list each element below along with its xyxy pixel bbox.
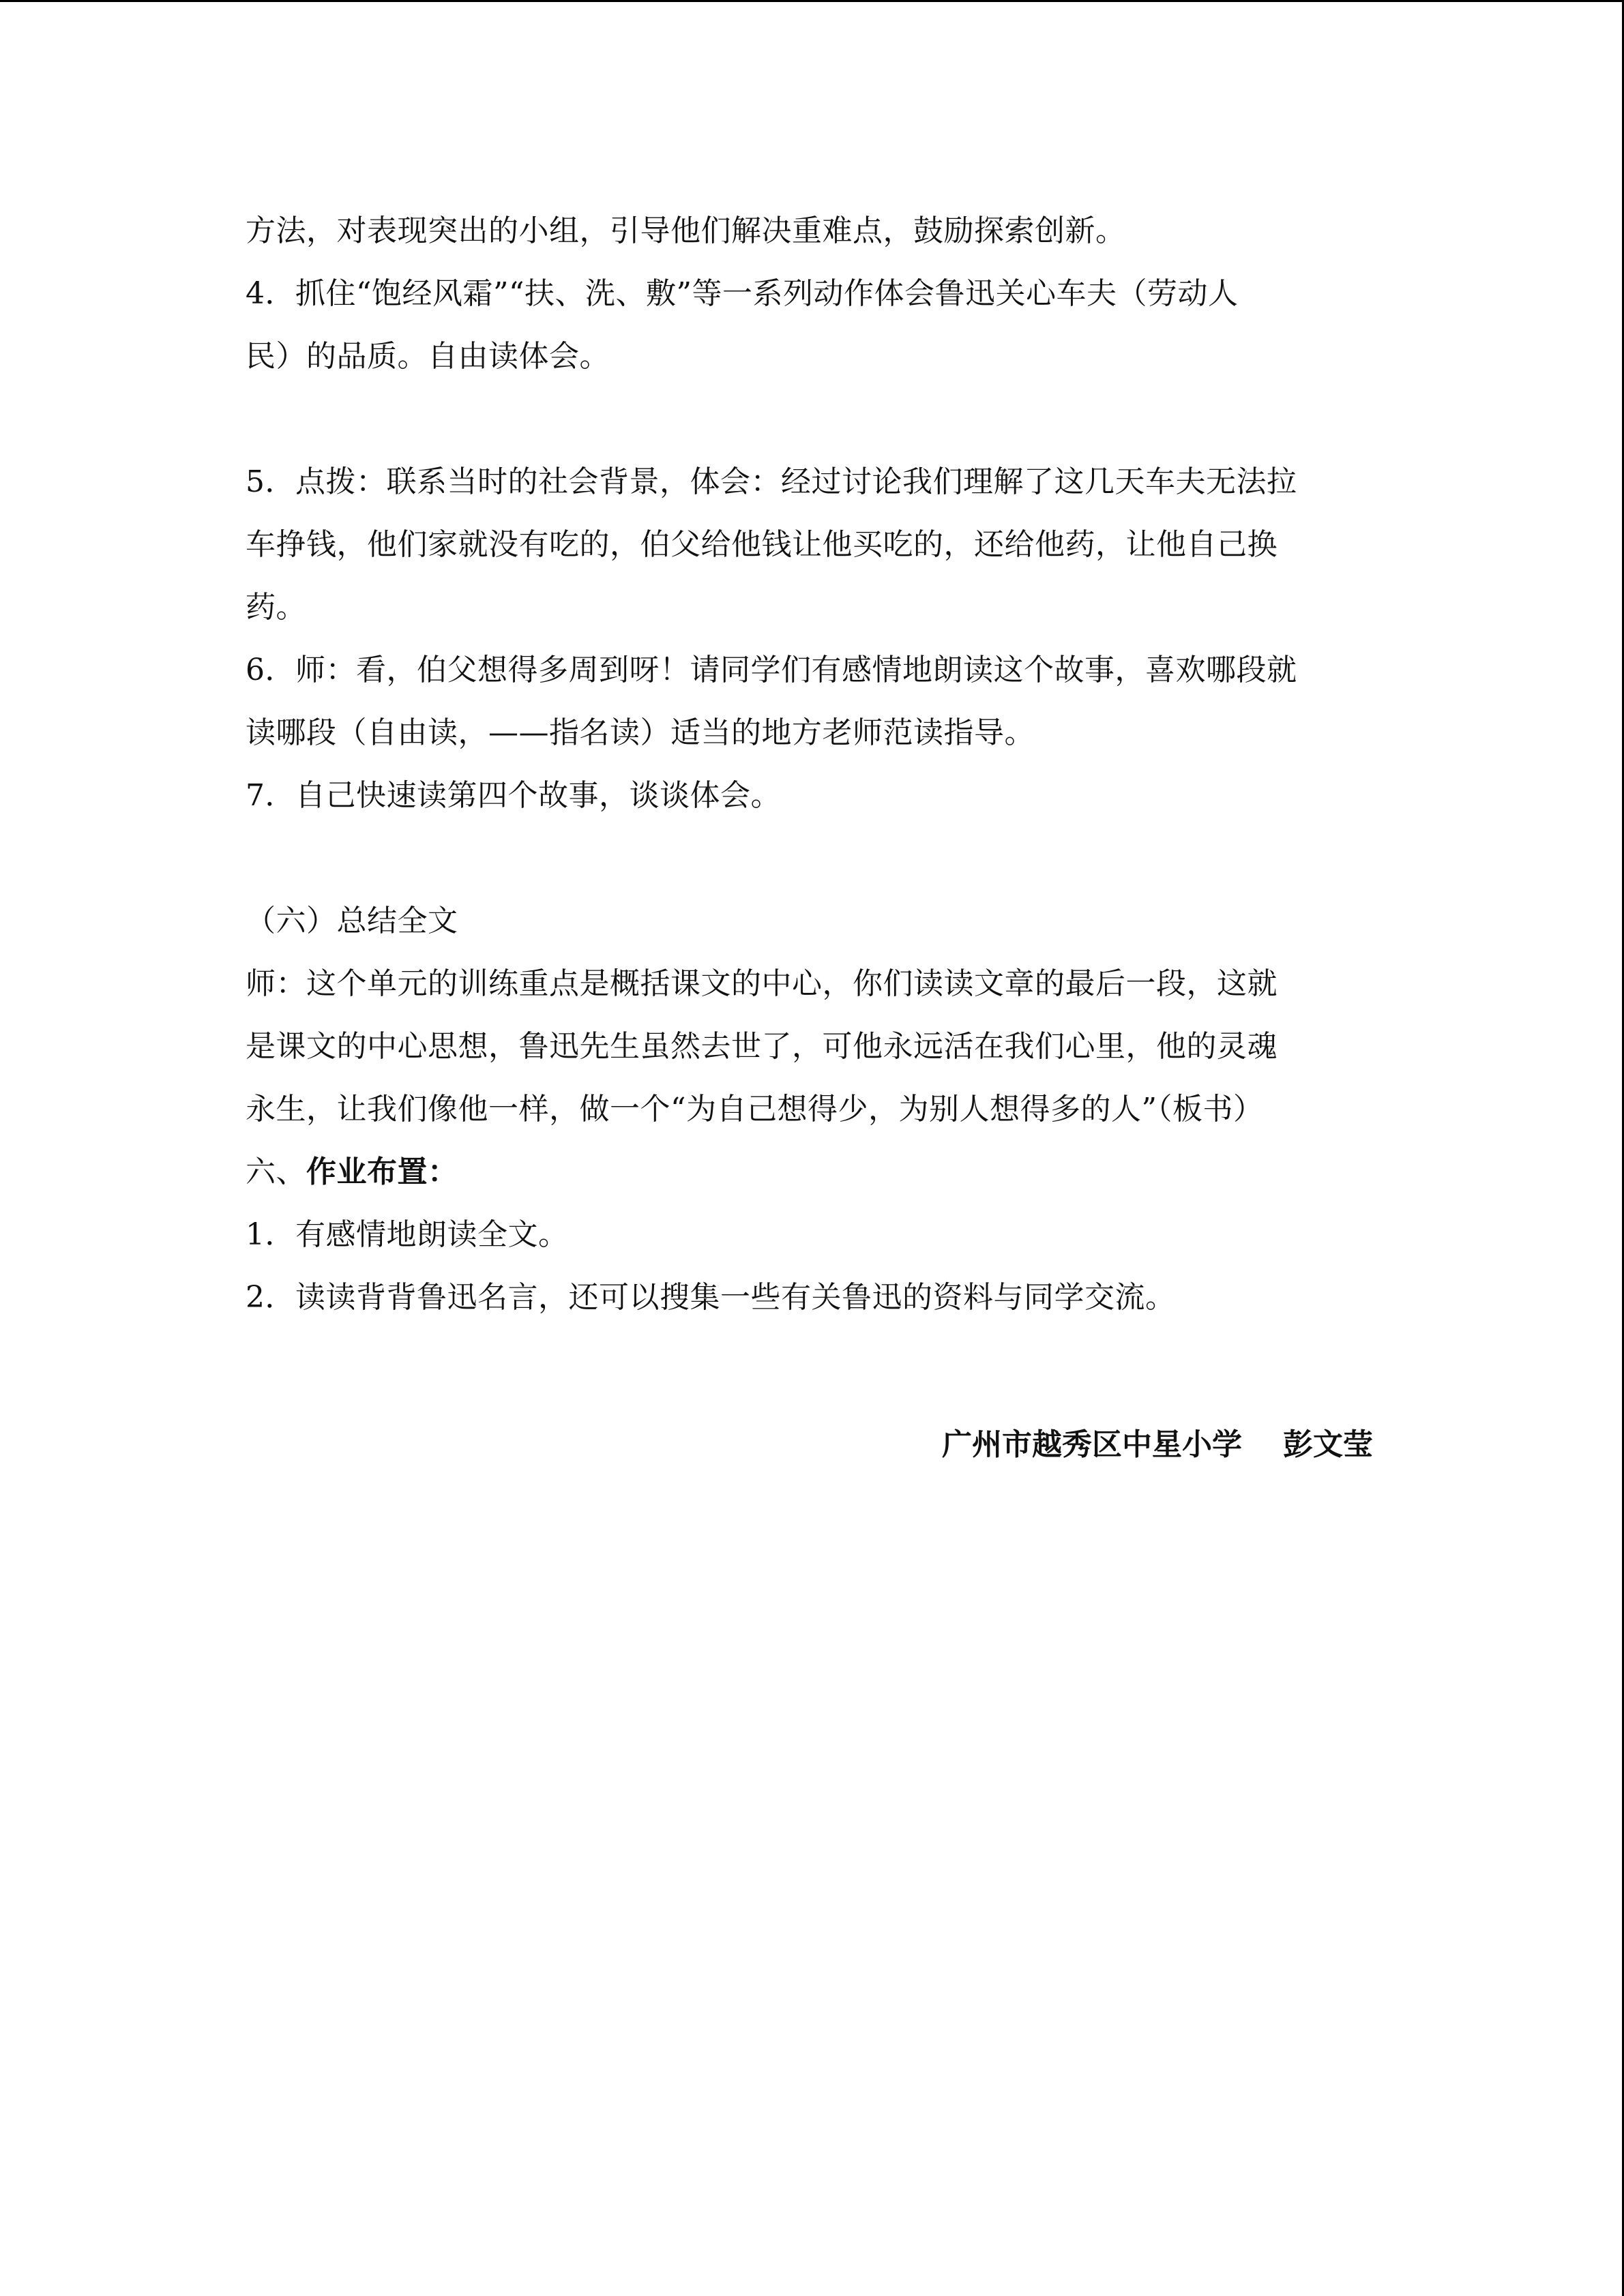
- text-line-13: 永生，让我们像他一样，做一个“为自己想得少，为别人想得多的人”（板书）: [246, 1092, 1264, 1127]
- text-line-3: 民）的品质。自由读体会。: [246, 339, 610, 374]
- homework-item-2: 2．读读背背鲁迅名言，还可以搜集一些有关鲁迅的资料与同学交流。: [246, 1280, 1176, 1315]
- text-line-6: 药。: [246, 590, 306, 625]
- homework-prefix: 六、: [246, 1154, 306, 1189]
- section-heading-homework: [246, 1141, 1378, 1204]
- text-line-9: 7．自己快速读第四个故事，谈谈体会。: [246, 778, 781, 813]
- school-name: 广州市越秀区中星小学: [942, 1427, 1242, 1462]
- paragraph-gap: [246, 827, 1378, 890]
- homework-item-1: 1．有感情地朗读全文。: [246, 1217, 569, 1252]
- text-line-11: 师：这个单元的训练重点是概括课文的中心，你们读读文章的最后一段，这就: [246, 966, 1278, 1001]
- text-line-5: 车挣钱，他们家就没有吃的，伯父给他钱让他买吃的，还给他药，让他自己换: [246, 527, 1278, 562]
- text-line-7: 6．师：看，伯父想得多周到呀！请同学们有感情地朗读这个故事，喜欢哪段就: [246, 653, 1297, 687]
- section-heading-summary: （六）总结全文: [246, 904, 458, 938]
- paragraph-gap: [246, 388, 1378, 451]
- text-line-2: 4．抓住“饱经风霜”“扶、洗、敷”等一系列动作体会鲁迅关心车夫（劳动人: [246, 276, 1239, 311]
- text-line-1: 方法，对表现突出的小组，引导他们解决重难点，鼓励探索创新。: [246, 213, 1126, 248]
- homework-title: 作业布置：: [306, 1154, 458, 1189]
- text-line-8: 读哪段（自由读，——指名读）适当的地方老师范读指导。: [246, 715, 1035, 750]
- author-name: 彭文莹: [1283, 1427, 1373, 1462]
- text-line-4: 5．点拨：联系当时的社会背景，体会：经过讨论我们理解了这几天车夫无法拉: [246, 464, 1297, 499]
- document-body: [246, 200, 1378, 1329]
- text-line-12: 是课文的中心思想，鲁迅先生虽然去世了，可他永远活在我们心里，他的灵魂: [246, 1029, 1278, 1064]
- signature: [942, 1414, 1373, 1476]
